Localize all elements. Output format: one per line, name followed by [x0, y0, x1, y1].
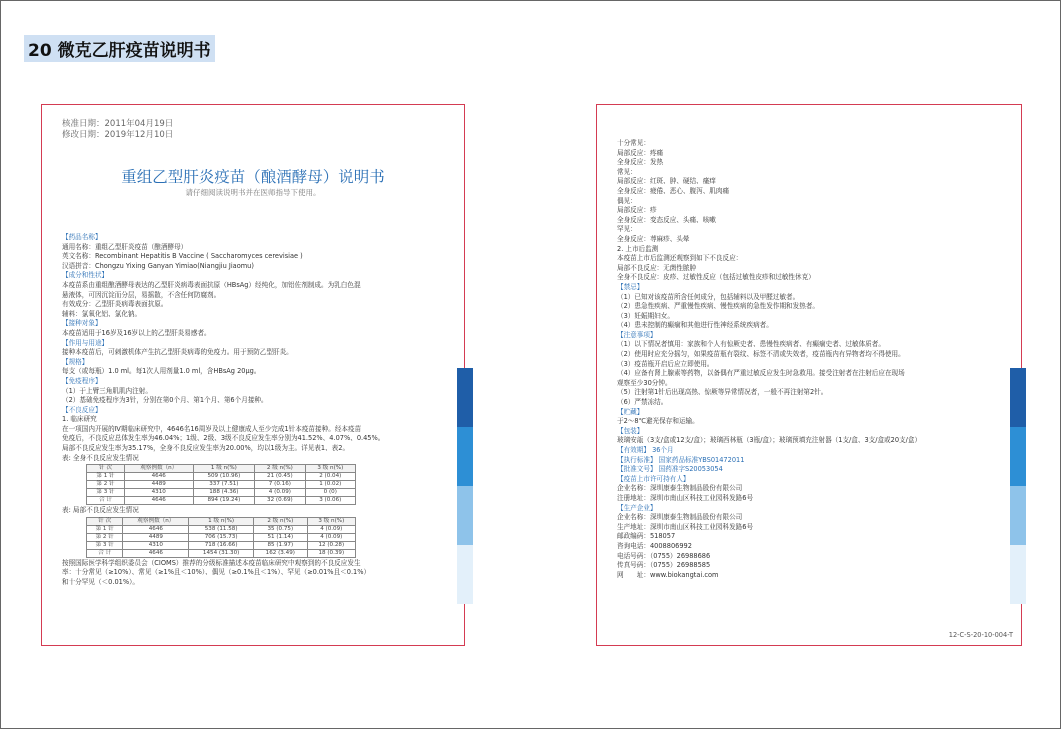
table-cell: 188 (4.36) [193, 489, 255, 497]
table-cell: 第 2 针 [87, 533, 123, 541]
section-heading: 【接种对象】 [62, 319, 102, 328]
leaflet-page-2 [596, 104, 1022, 646]
page-1-body [62, 233, 454, 588]
table-header-cell: 针 次 [87, 465, 125, 473]
color-strip-block [457, 427, 473, 486]
text-line: 十分常见： [617, 139, 650, 147]
table-cell: 4310 [124, 489, 193, 497]
text-line: 咨询电话：4008806992 [617, 541, 692, 550]
text-line: 1. 临床研究 [62, 415, 97, 424]
table-cell: 2 (0.04) [305, 473, 355, 481]
section-heading: 【规格】 [62, 357, 89, 366]
color-strip-block [1010, 368, 1026, 427]
section-heading: 【免疫程序】 [62, 376, 102, 385]
table-cell: 706 (15.73) [189, 533, 254, 541]
section-heading: 【批准文号】 国药准字S20053054 [617, 465, 723, 474]
text-line: （4）患未控制的癫痫和其他进行性神经系统疾病者。 [617, 321, 773, 330]
table-cell: 718 (16.66) [189, 541, 254, 549]
table-cell: 538 (11.58) [189, 525, 254, 533]
text-line: 网 址：www.biokangtai.com [617, 570, 719, 579]
text-line: 全身反应：疲倦、恶心、腹泻、肌肉痛 [617, 186, 730, 195]
table-header-cell: 针 次 [87, 517, 123, 525]
text-line: （2）患急性疾病、严重慢性疾病、慢性疾病的急性发作期和发热者。 [617, 302, 820, 311]
table-cell: 4646 [124, 473, 193, 481]
table-row [87, 489, 356, 497]
text-line: 全身反应：荨麻疹、头晕 [617, 234, 690, 243]
table-cell: 0 (0) [305, 489, 355, 497]
text-line: 玻璃安瓿（3支/盒或12支/盒）；玻璃西林瓶（3瓶/盒）；玻璃预填充注射器（1支/盒、3支/盒或20支/盒） [617, 436, 922, 445]
color-strip-block [457, 368, 473, 427]
text-line: （1）以下情况者慎用：家族和个人有惊厥史者、患慢性疾病者、有癫痫史者、过敏体质者。 [617, 340, 885, 349]
section-heading: 【注意事项】 [617, 330, 657, 339]
text-line: 本疫苗系由重组酿酒酵母表达的乙型肝炎病毒表面抗原（HBsAg）经纯化，加铝佐剂制成。为乳白色混 [62, 280, 361, 289]
text-line: 罕见： [617, 225, 637, 234]
text-line: 偶见： [617, 196, 637, 205]
section-heading: 【作用与用途】 [62, 338, 109, 347]
section-heading: 【成分和性状】 [62, 271, 109, 280]
table-cell: 3 (0.06) [305, 497, 355, 505]
text-line: （3）疫苗瓶开启后应立即使用。 [617, 359, 714, 368]
table-row [87, 481, 356, 489]
table-cell: 85 (1.97) [254, 541, 308, 549]
section-heading: 【药品名称】 [62, 233, 102, 241]
table-cell: 337 (7.51) [193, 481, 255, 489]
text-line: 局部反应：疼痛 [617, 148, 664, 157]
table-caption: 表: 全身不良反应发生情况 [62, 453, 139, 462]
table-header-cell: 1 级 n(%) [189, 517, 254, 525]
text-line: 全身反应：发热 [617, 158, 664, 167]
text-line: 本疫苗上市后监测还观察到如下不良反应： [617, 254, 743, 263]
text-line: 接种本疫苗后，可刺激机体产生抗乙型肝炎病毒的免疫力。用于预防乙型肝炎。 [62, 348, 293, 357]
text-line: 局部不良反应发生率为35.17%，全身不良反应发生率为20.00%，均以1级为主。详见表1、表2。 [62, 444, 350, 453]
color-strip-block [1010, 427, 1026, 486]
text-line: （2）基础免疫程序为3针，分别在第0个月、第1个月、第6个月接种。 [62, 396, 268, 405]
table-header-cell: 1 级 n(%) [193, 465, 255, 473]
table-row [87, 533, 356, 541]
text-line: 在一项国内开展的Ⅳ期临床研究中，4646名16周岁及以上健康成人至少完成1针本疫苗接种。经本疫苗 [62, 424, 362, 433]
table-cell: 第 3 针 [87, 489, 125, 497]
table-cell: 4646 [123, 525, 189, 533]
table-cell: 32 (0.69) [255, 497, 305, 505]
table-cell: 12 (0.28) [307, 541, 355, 549]
text-line: 企业名称：深圳康泰生物制品股份有限公司 [617, 484, 743, 493]
section-heading: 【生产企业】 [617, 503, 657, 512]
leaflet-title: 重组乙型肝炎疫苗（酿酒酵母）说明书 [121, 168, 385, 186]
text-line: 和十分罕见（＜0.01%）。 [62, 578, 139, 587]
text-line: （1）于上臂三角肌肌内注射。 [62, 386, 152, 395]
page-2-body [617, 139, 1011, 580]
color-strip-block [1010, 486, 1026, 545]
table-row [87, 473, 356, 481]
table-cell: 4646 [123, 549, 189, 557]
section-heading: 【疫苗上市许可持有人】 [617, 474, 690, 483]
color-strip-block [457, 545, 473, 604]
table-cell: 7 (0.16) [255, 481, 305, 489]
text-line: （4）应备有肾上腺素等药物，以备偶有严重过敏反应发生时急救用。接受注射者在注射后应在现场 [617, 369, 905, 378]
text-line: 于2～8℃避光保存和运输。 [617, 417, 699, 426]
text-line: 邮政编码：518057 [617, 532, 676, 541]
table-cell: 162 (3.49) [254, 549, 308, 557]
table-cell: 4 (0.09) [255, 489, 305, 497]
table-cell: 18 (0.39) [307, 549, 355, 557]
text-line: （5）注射第1针后出现高热、惊厥等异常情况者，一般不再注射第2针。 [617, 388, 828, 397]
adverse-reaction-table [86, 464, 356, 505]
table-header-cell: 3 级 n(%) [307, 517, 355, 525]
table-cell: 第 2 针 [87, 481, 125, 489]
table-cell: 合 计 [87, 497, 125, 505]
text-line: 2. 上市后监测 [617, 244, 659, 253]
table-header-cell: 观察例数（n） [124, 465, 193, 473]
text-line: 局部反应：红斑、肿、硬结、瘙痒 [617, 177, 716, 186]
approval-dates [62, 119, 173, 141]
text-line: 每支（或每瓶）1.0 ml。每1次人用剂量1.0 ml，含HBsAg 20μg。 [62, 367, 261, 376]
color-strip-block [1010, 545, 1026, 604]
color-strip-block [457, 486, 473, 545]
document-code: 12-C-S-20-10-004-T [948, 631, 1013, 639]
text-line: 辅料：氯氧化铝、氯化钠。 [62, 309, 142, 318]
table-cell: 4 (0.09) [307, 525, 355, 533]
section-heading: 【有效期】 36个月 [617, 446, 674, 454]
text-line: 观察至少30分钟。 [617, 378, 672, 387]
document-title: 20 微克乙肝疫苗说明书 [24, 35, 215, 62]
revision-date: 修改日期：2019年12月10日 [62, 130, 174, 140]
text-line: （2）使用时应充分摇匀，如果疫苗瓶有裂纹、标签不清或失效者，疫苗瓶内有异物者均不得使用。 [617, 350, 905, 359]
text-line: 注册地址：深圳市南山区科技工业园科发路6号 [617, 493, 754, 502]
text-line: 电话号码：（0755）26988686 [617, 551, 711, 560]
table-header-cell: 2 级 n(%) [255, 465, 305, 473]
table-row [87, 525, 356, 533]
table-cell: 894 (19.24) [193, 497, 255, 505]
section-heading: 【禁忌】 [617, 282, 644, 291]
text-line: 常见： [617, 167, 637, 176]
table-header-cell: 3 级 n(%) [305, 465, 355, 473]
table-cell: 509 (10.96) [193, 473, 255, 481]
table-cell: 35 (0.75) [254, 525, 308, 533]
table-cell: 4489 [123, 533, 189, 541]
text-line: 免疫后，不良反应总体发生率为46.04%；1级、2级、3级不良反应发生率分别为41.52%、4.07%、0.45%。 [62, 434, 385, 443]
table-cell: 4646 [124, 497, 193, 505]
leaflet-page-1 [41, 104, 465, 646]
text-line: 传真号码：（0755）26988585 [617, 561, 711, 570]
table-cell: 4489 [124, 481, 193, 489]
approval-date: 核准日期：2011年04月19日 [62, 119, 174, 129]
adverse-reaction-table [86, 517, 356, 558]
table-cell: 21 (0.45) [255, 473, 305, 481]
table-cell: 第 1 针 [87, 525, 123, 533]
text-line: 生产地址：深圳市南山区科技工业园科发路6号 [617, 522, 754, 531]
text-line: 悬液体，可因沉淀而分层，易摇散，不含任何防腐剂。 [62, 290, 221, 299]
section-heading: 【执行标准】 国家药品标准YBS01472011 [617, 455, 745, 464]
table-cell: 1 (0.02) [305, 481, 355, 489]
text-line: 有效成分：乙型肝炎病毒表面抗原。 [62, 300, 168, 309]
text-line: （6）严禁冻结。 [617, 398, 668, 407]
table-caption: 表: 局部不良反应发生情况 [62, 506, 139, 515]
text-line: 局部不良反应：无菌性脓肿 [617, 263, 697, 272]
text-line: 全身不良反应：皮疹、过敏性反应（包括过敏性皮疹和过敏性休克） [617, 273, 815, 282]
table-cell: 第 1 针 [87, 473, 125, 481]
table-cell: 第 3 针 [87, 541, 123, 549]
text-line: 全身反应：变态反应、头痛、咳嗽 [617, 215, 716, 224]
text-line: 本疫苗适用于16岁及16岁以上的乙型肝炎易感者。 [62, 328, 211, 337]
table-row [87, 541, 356, 549]
section-heading: 【不良反应】 [62, 405, 102, 414]
leaflet-subtitle: 请仔细阅读说明书并在医师指导下使用。 [185, 188, 321, 197]
text-line: 企业名称：深圳康泰生物制品股份有限公司 [617, 513, 743, 522]
table-header-cell: 观察例数（n） [123, 517, 189, 525]
text-line: （1）已知对该疫苗所含任何成分，包括辅料以及甲醛过敏者。 [617, 292, 800, 301]
table-cell: 4 (0.09) [307, 533, 355, 541]
color-strip-right [1010, 368, 1026, 604]
text-line: 通用名称：重组乙型肝炎疫苗（酿酒酵母） [62, 242, 188, 251]
text-line: 率：十分常见（≥10%）、常见（≥1%且＜10%）、偶见（≥0.1%且＜1%）、罕见（≥0.01%且＜0.1%） [62, 568, 371, 577]
table-cell: 51 (1.14) [254, 533, 308, 541]
text-line: （3）妊娠期妇女。 [617, 311, 674, 320]
text-line: 汉语拼音：Chongzu Yixing Ganyan Yimiao(Niangjiu Jiaomu) [62, 261, 254, 270]
table-header-cell: 2 级 n(%) [254, 517, 308, 525]
section-heading: 【贮藏】 [617, 407, 644, 416]
table-cell: 4310 [123, 541, 189, 549]
table-cell: 1454 (31.30) [189, 549, 254, 557]
table-row [87, 549, 356, 557]
color-strip-left [457, 368, 473, 604]
section-heading: 【包装】 [617, 426, 644, 435]
text-line: 局部反应：疹 [617, 206, 657, 215]
text-line: 英文名称：Recombinant Hepatitis B Vaccine ( Saccharomyces cerevisiae ) [62, 252, 303, 261]
table-cell: 合 计 [87, 549, 123, 557]
table-row [87, 497, 356, 505]
text-line: 按照国际医学科学组织委员会（CIOMS）推荐的分级标准描述本疫苗临床研究中观察到的不良反应发生 [62, 558, 361, 567]
